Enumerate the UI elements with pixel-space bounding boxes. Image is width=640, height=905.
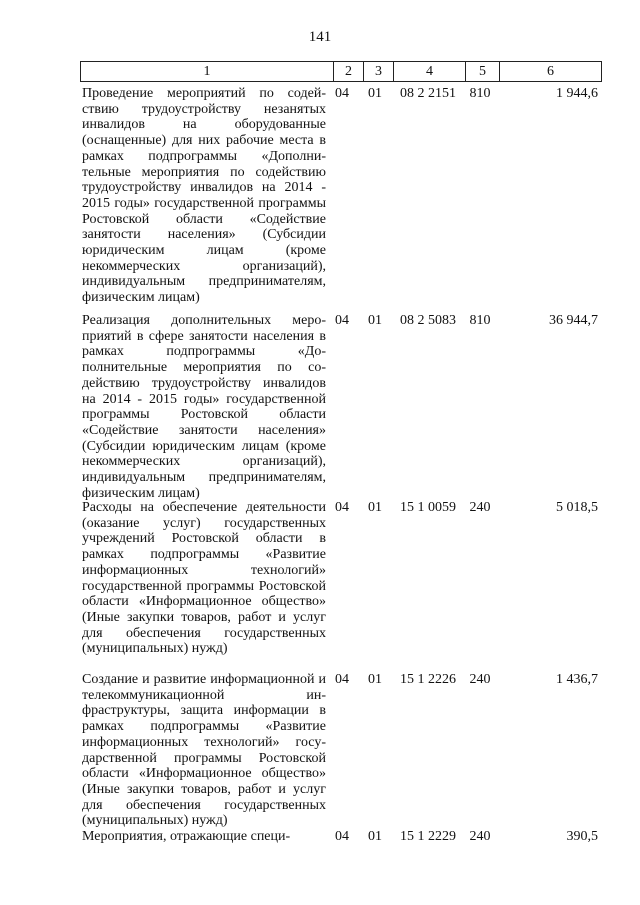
table-header-row: [80, 61, 602, 82]
row-description: Мероприятия, отражающие специ-: [82, 829, 291, 844]
row-pr: 01: [368, 672, 382, 687]
row-description: Проведение мероприятий по содействию трудоустройству незанятых инвалидов на оборудованные (оснащенные) для них рабочие места в рамках подпрограммы «Дополнительные мероприятия по содействию трудоустройству инвалидов на 2014 - 2015 годы» государственной программы Ростовской области «Содействие занятости населения» (Субсидии юридическим лицам (кроме некоммерческих организаций), индивидуальным предпринимателям, физическим лицам): [82, 86, 326, 306]
row-description: Создание и развитие информационной и телекоммуникационной инфраструктуры, защита информации в рамках подпрограммы «Развитие информационных технологий» государственной программы Ростовской области «Информационное общество» (Иные закупки товаров, работ и услуг для обеспечения государственных (муниципальных) нужд): [82, 672, 326, 829]
row-csr: 15 1 2229: [400, 829, 456, 844]
row-amount: 5 018,5: [556, 500, 598, 515]
row-vr: 240: [469, 829, 491, 844]
page-number: 141: [308, 29, 332, 45]
header-col-6: 6: [499, 62, 601, 81]
row-rz: 04: [335, 500, 349, 515]
row-csr: 08 2 2151: [400, 86, 456, 101]
row-amount: 36 944,7: [549, 313, 598, 328]
row-csr: 15 1 2226: [400, 672, 456, 687]
row-pr: 01: [368, 313, 382, 328]
row-rz: 04: [335, 829, 349, 844]
header-col-3: 3: [363, 62, 393, 81]
row-pr: 01: [368, 829, 382, 844]
row-amount: 1 436,7: [556, 672, 598, 687]
row-vr: 240: [469, 672, 491, 687]
header-col-1: 1: [203, 64, 211, 79]
header-col-4: 4: [393, 62, 465, 81]
row-vr: 810: [469, 313, 491, 328]
row-rz: 04: [335, 672, 349, 687]
row-csr: 08 2 5083: [400, 313, 456, 328]
header-col-5: 5: [465, 62, 499, 81]
row-description: Реализация дополнительных мероприятий в сфере занятости населения в рамках подпрограммы «Дополнительные мероприятия по содействию трудоустройству инвалидов на 2014 - 2015 годы» государственной программы Ростовской области «Содействие занятости населения» (Субсидии юридическим лицам (кроме некоммерческих организаций), индивидуальным предпринимателям, физическим лицам): [82, 313, 326, 501]
row-rz: 04: [335, 313, 349, 328]
row-description: Расходы на обеспечение деятельности (оказание услуг) государственных учреждений Ростовской области в рамках подпрограммы «Развитие информационных технологий» государственной программы Ростовской области «Информационное общество» (Иные закупки товаров, работ и услуг для обеспечения государственных (муниципальных) нужд): [82, 500, 326, 657]
row-rz: 04: [335, 86, 349, 101]
row-pr: 01: [368, 500, 382, 515]
row-csr: 15 1 0059: [400, 500, 456, 515]
row-amount: 1 944,6: [556, 86, 598, 101]
header-col-2: 2: [333, 62, 363, 81]
row-vr: 810: [469, 86, 491, 101]
row-amount: 390,5: [566, 829, 598, 844]
row-pr: 01: [368, 86, 382, 101]
row-vr: 240: [469, 500, 491, 515]
